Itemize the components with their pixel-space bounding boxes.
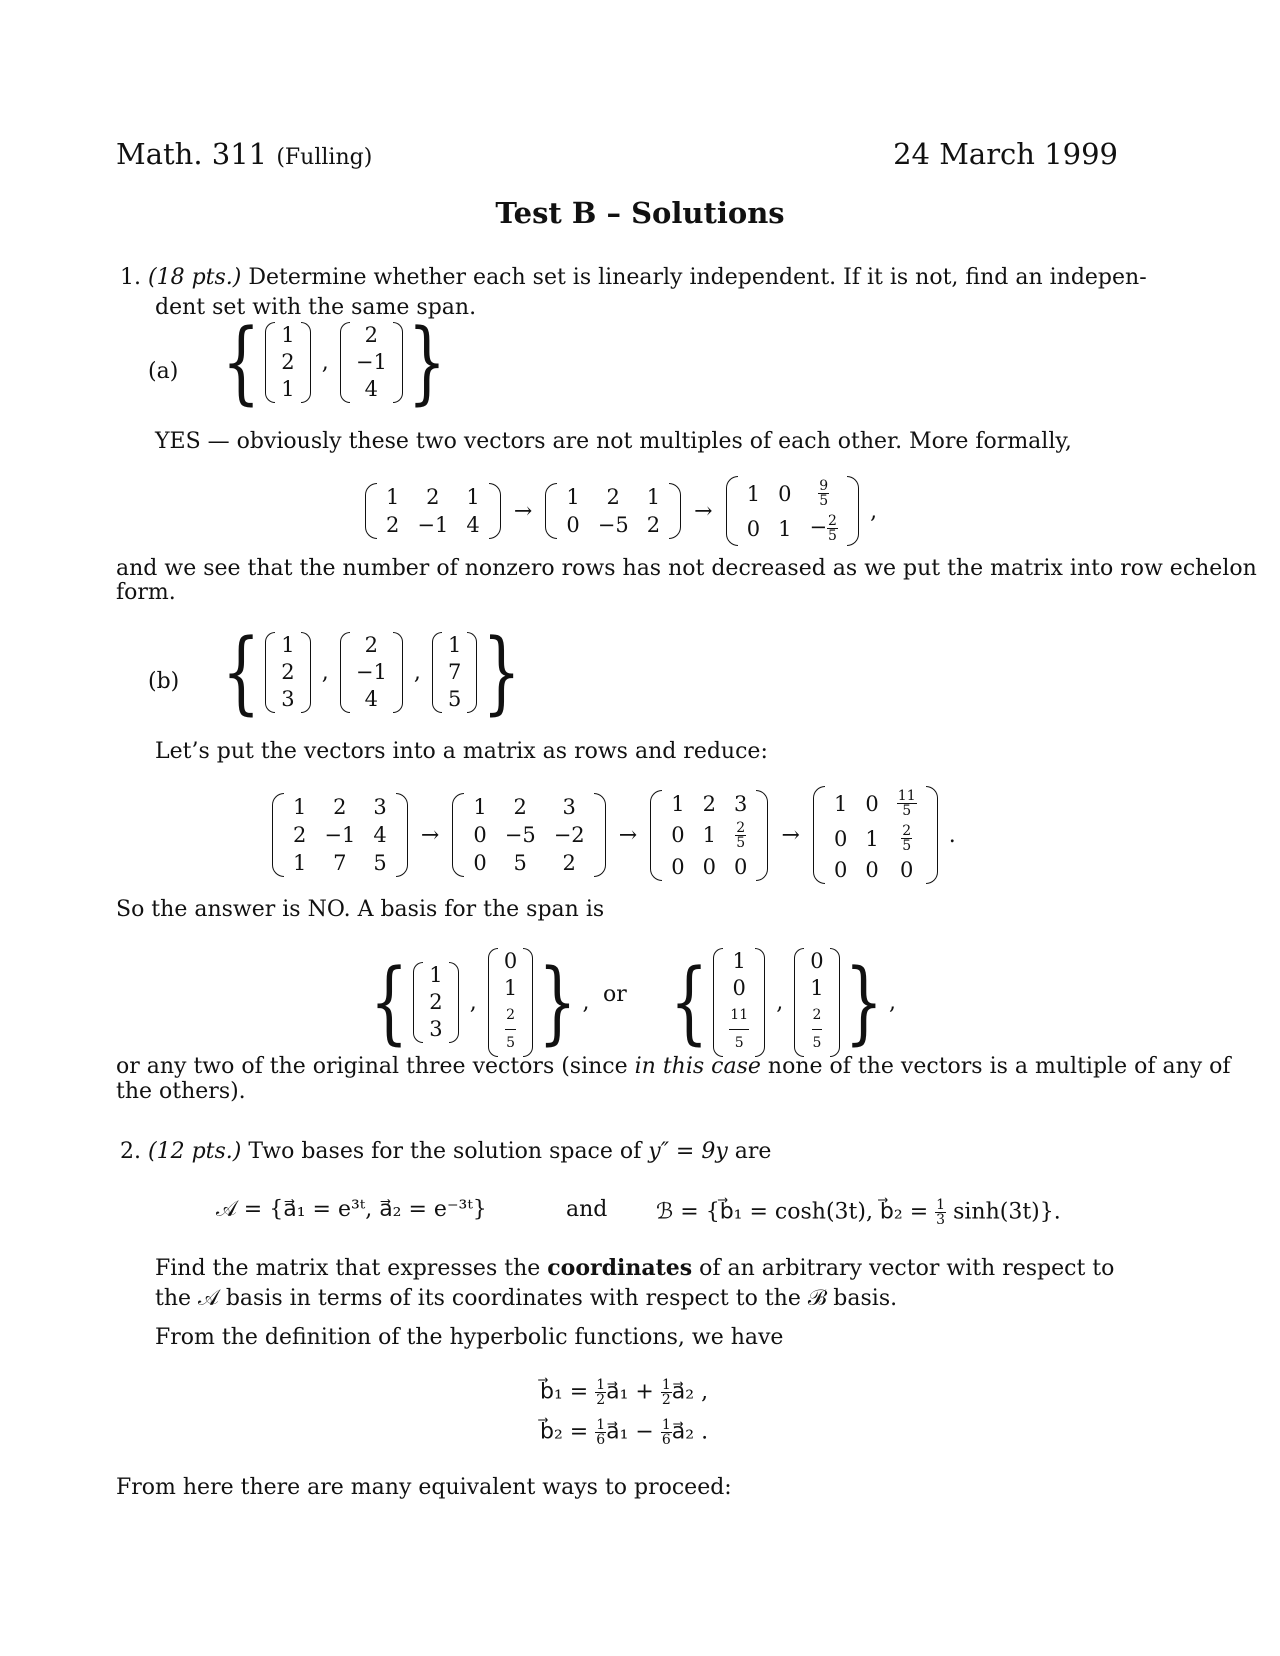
part-b-closing: or any two of the original three vectors (since in this case none of the vectors is a multiple of any of bbox=[116, 1054, 1231, 1079]
part-b-closing-2: the others). bbox=[116, 1079, 246, 1104]
part-a-row-reduction: 1 2 1 2 −1 4 → 1 2 1 0 −5 2 → 1 0 $\frac{9}{5}$ 0 1 − $\frac{2}{5}$ , bbox=[365, 476, 883, 546]
part-a-answer: YES — obviously these two vectors are not multiples of each other. More formally, bbox=[155, 429, 1072, 454]
part-b-answer: So the answer is NO. A basis for the span is bbox=[116, 897, 605, 922]
part-b-intro: Let’s put the vectors into a matrix as rows and reduce: bbox=[155, 739, 768, 764]
course-title: Math. 311 (Fulling) bbox=[116, 137, 373, 171]
part-b-label: (b) bbox=[148, 669, 180, 694]
basis-A: 𝒜 = {a⃗₁ = e³ᵗ, a⃗₂ = e⁻³ᵗ} bbox=[216, 1197, 487, 1222]
vector: 2 −1 4 bbox=[340, 632, 403, 713]
basis-option-1: { 1 2 3 , 0 1 $\frac{2}{5}$ } , bbox=[370, 949, 590, 1055]
arrow-icon: → bbox=[694, 498, 713, 524]
basis-option-2: { 1 0 $\frac{11}{5}$ , 0 1 $\frac{2}{5}$ } , bbox=[670, 949, 896, 1055]
arrow-icon: → bbox=[781, 822, 800, 848]
hyperbolic-intro: From the definition of the hyperbolic functions, we have bbox=[155, 1325, 784, 1350]
problem-1-prompt: 1. (18 pts.) Determine whether each set is linearly independent. If it is not, find an indepen- bbox=[120, 265, 1147, 290]
or-word: or bbox=[603, 982, 627, 1007]
matrix: 1 2 1 0 −5 2 bbox=[545, 483, 681, 539]
vector: 0 1 $\frac{2}{5}$ bbox=[488, 948, 533, 1057]
vector: 1 7 5 bbox=[432, 632, 477, 713]
matrix: 1 0 $\frac{11}{5}$ 0 1 $\frac{2}{5}$ 0 0 0 bbox=[813, 786, 938, 884]
matrix: 1 2 3 0 1 $\frac{2}{5}$ 0 0 0 bbox=[650, 790, 768, 881]
equation-b1: b⃗₁ = $\frac{1}{2}$ a⃗₁ + $\frac{1}{2}$ a⃗₂ , bbox=[540, 1377, 709, 1408]
vector: 0 1 $\frac{2}{5}$ bbox=[794, 948, 839, 1057]
matrix: 1 2 1 2 −1 4 bbox=[365, 483, 501, 539]
problem-2-task: Find the matrix that expresses the coordinates of an arbitrary vector with respect to bbox=[155, 1255, 1115, 1281]
arrow-icon: → bbox=[618, 822, 638, 848]
date: 24 March 1999 bbox=[893, 137, 1118, 171]
part-a-vector-set: { 1 2 1 , 2 −1 4 } bbox=[222, 310, 447, 415]
matrix: 1 2 3 2 −1 4 1 7 5 bbox=[272, 793, 408, 877]
and-word: and bbox=[566, 1197, 608, 1222]
part-b-vector-set: { 1 2 3 , 2 −1 4 , 1 7 5 } bbox=[222, 620, 521, 725]
page-title: Test B – Solutions bbox=[495, 196, 785, 230]
part-a-conclusion-2: form. bbox=[116, 580, 176, 605]
problem-2-task-2: the 𝒜 basis in terms of its coordinates with respect to the ℬ basis. bbox=[155, 1286, 898, 1311]
part-a-label: (a) bbox=[148, 359, 179, 384]
basis-B: ℬ = {b⃗₁ = cosh(3t), b⃗₂ = $\frac{1}{3}$ sinh(3t)}. bbox=[656, 1197, 1061, 1228]
vector: 1 2 3 bbox=[265, 632, 310, 713]
problem-2-prompt: 2. (12 pts.) Two bases for the solution space of y″ = 9y are bbox=[120, 1139, 772, 1164]
instructor: (Fulling) bbox=[276, 145, 373, 170]
matrix: 1 2 3 0 −5 −2 0 5 2 bbox=[452, 793, 605, 877]
vector: 1 0 $\frac{11}{5}$ bbox=[713, 948, 765, 1057]
problem-2-closing: From here there are many equivalent ways to proceed: bbox=[116, 1475, 732, 1500]
vector: 1 2 3 bbox=[413, 962, 458, 1043]
arrow-icon: → bbox=[513, 498, 533, 524]
problem-1-prompt-2: dent set with the same span. bbox=[155, 295, 477, 320]
vector: 2 −1 4 bbox=[340, 322, 403, 403]
part-b-row-reduction: 1 2 3 2 −1 4 1 7 5 → 1 2 3 0 −5 −2 0 5 2 → 1 2 3 0 1 $\frac{2}{5}$ 0 0 0 → 1 0 $\frac{11}{5}$ 0 1 $\frac{2}{5}$ 0 0 0 . bbox=[272, 786, 962, 884]
vector: 1 2 1 bbox=[265, 322, 310, 403]
part-a-conclusion: and we see that the number of nonzero rows has not decreased as we put the matrix into row echelon bbox=[116, 556, 1257, 581]
arrow-icon: → bbox=[420, 822, 440, 848]
equation-b2: b⃗₂ = $\frac{1}{6}$ a⃗₁ − $\frac{1}{6}$ a⃗₂ . bbox=[540, 1417, 709, 1448]
matrix: 1 0 $\frac{9}{5}$ 0 1 − $\frac{2}{5}$ bbox=[726, 476, 859, 546]
